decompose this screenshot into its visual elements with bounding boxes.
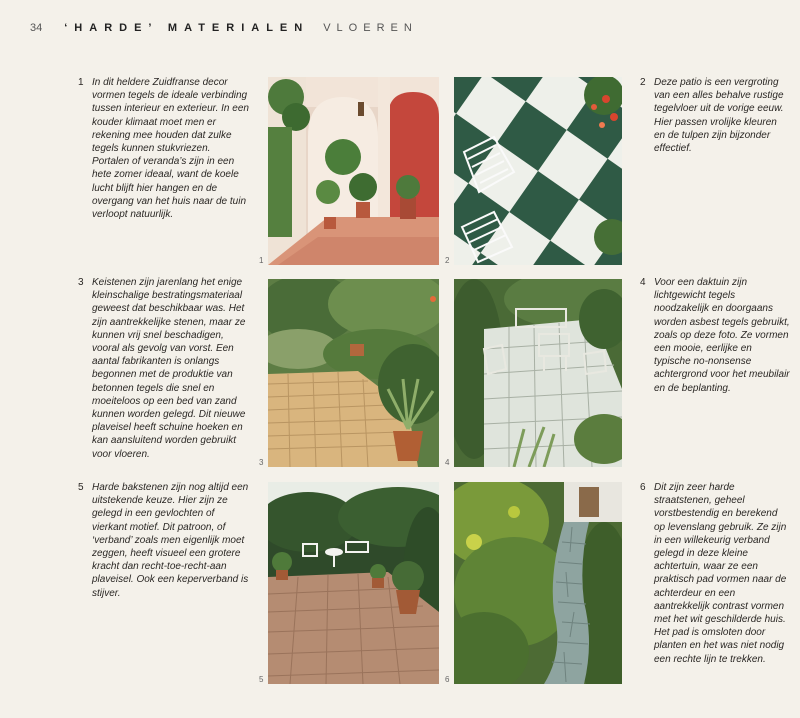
page-header: [30, 22, 418, 42]
photo-stone-path: [454, 482, 622, 684]
caption-4: [640, 276, 790, 395]
caption-number: 6: [640, 482, 646, 493]
photo-paver-garden: [268, 279, 439, 467]
caption-text: Dit zijn zeer harde straatstenen, geheel vorstbestendig en berekend op levenslang gebruik. Ze zijn in een willekeurig verband gelegd in deze kleine achtertuin, waar ze een praktisch pad vormen naar de achterdeur en een aantrekkelijk contrast vormen met het wit geschilderde huis. Het pad is omsloten door planten en het was niet nodig een rechte lijn te trekken.: [654, 482, 787, 665]
photo-label-4: 4: [445, 458, 450, 467]
photo-label-5: 5: [259, 675, 264, 684]
caption-text: Keistenen zijn jarenlang het enige kleinschalige bestratingsmateriaal geweest dat beschikbaar was. Het zijn aantrekkelijke stenen, maar ze kunnen vrij snel beschadigen, vooral als gevolg van vorst. Een aantal fabrikanten is onlangs begonnen met de produktie van betonnen tegels die snel en moeiteloos op een bed van zand kunnen worden gelegd. Dit nieuwe plaveisel heeft schuine hoeken en kan aansluitend worden gebruikt voor vloeren.: [92, 277, 246, 460]
caption-2: [640, 76, 790, 155]
photo-checkered-patio: [454, 77, 622, 265]
caption-3: [78, 276, 250, 461]
caption-number: 5: [78, 482, 84, 493]
caption-6: [640, 481, 790, 666]
photo-label-2: 2: [445, 256, 450, 265]
caption-text: In dit heldere Zuidfranse decor vormen tegels de ideale verbinding tussen interieur en exterieur. In een kouder klimaat moet men er rekening mee houden dat zulke tegels kunnen stukvriezen. Portalen of veranda’s zijn in een hete zomer ideaal, want de koele lucht blijft hier hangen en de overgang van het huis naar de tuin verloopt natuurlijk.: [92, 77, 249, 221]
caption-text: Voor een daktuin zijn lichtgewicht tegels noodzakelijk en doorgaans worden asbest tegels gebruikt, zoals op deze foto. Ze vormen een mooie, eerlijke en typische no-nonsense achtergrond voor het meubilair en de beplanting.: [654, 277, 790, 394]
photo-label-1: 1: [259, 256, 264, 265]
caption-number: 2: [640, 77, 646, 88]
page-number: 34: [30, 22, 43, 34]
subsection-title: VLOEREN: [323, 22, 418, 34]
caption-5: [78, 481, 250, 600]
caption-number: 3: [78, 277, 84, 288]
photo-label-6: 6: [445, 675, 450, 684]
photo-roof-garden: [454, 279, 622, 467]
photo-veranda: [268, 77, 439, 265]
section-title: ‘HARDE’ MATERIALEN: [64, 22, 310, 34]
caption-text: Deze patio is een vergroting van een alles behalve rustige tegelvloer uit de vorige eeuw. Hier passen vrolijke kleuren en de tulpen zijn bijzonder effectief.: [654, 77, 784, 155]
photo-brick-patio: [268, 482, 439, 684]
caption-text: Harde bakstenen zijn nog altijd een uitstekende keuze. Hier zijn ze gelegd in een gevlochten of vierkant motief. Dit patroon, of ‘verband’ zoals men eigenlijk moet zeggen, heeft visueel een grotere kracht dan recht-toe-recht-aan plaveisel. Ook een keperverband is stijver.: [92, 482, 249, 599]
photo-label-3: 3: [259, 458, 264, 467]
caption-number: 1: [78, 77, 84, 88]
caption-1: [78, 76, 250, 221]
caption-number: 4: [640, 277, 646, 288]
